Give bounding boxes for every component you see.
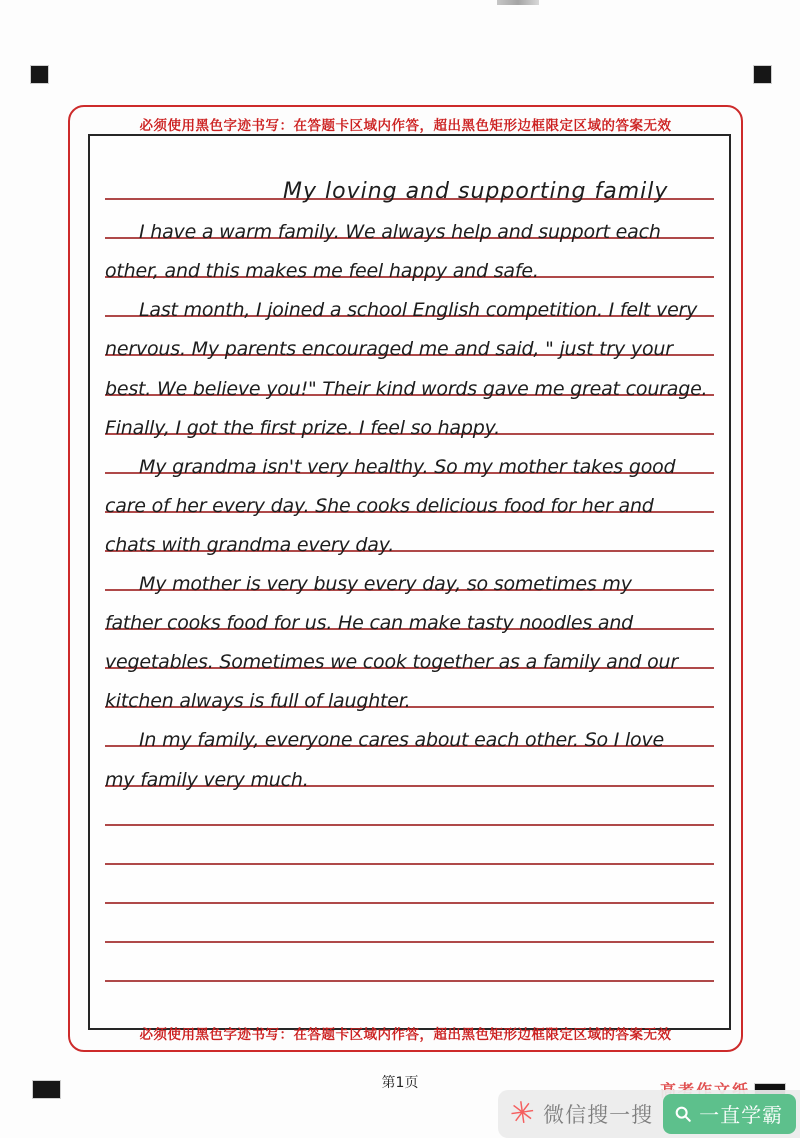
ruled-line (105, 513, 714, 556)
registration-mark-top-left (31, 66, 48, 83)
essay-line: vegetables. Sometimes we cook together as a family and our (105, 651, 679, 674)
ruled-line (105, 317, 714, 361)
ruled-line-empty (105, 904, 714, 943)
essay-line: I have a warm family. We always help and support each (139, 221, 661, 244)
watermark-brand-text: 微信搜一搜 (543, 1104, 654, 1127)
essay-line: best. We believe you!" Their kind words gave me great courage. (105, 377, 708, 400)
essay-line: care of her every day. She cooks delicious food for her and (105, 494, 654, 517)
essay-line: My mother is very busy every day, so sometimes my (139, 573, 632, 596)
essay-line: father cooks food for us. He can make tasty noodles and (105, 612, 634, 635)
essay-line: Finally, I got the first prize. I feel so happy. (105, 416, 501, 439)
registration-mark-top-center (497, 0, 539, 5)
watermark-search-badge (663, 1094, 796, 1134)
ruled-line (105, 708, 714, 752)
ruled-line (105, 630, 714, 674)
essay-line: other, and this makes me feel happy and safe. (105, 260, 539, 283)
ruled-line (105, 278, 714, 322)
ruled-line (105, 435, 714, 478)
ruled-line (105, 747, 714, 791)
answer-area-box (88, 134, 731, 1030)
ruled-line (105, 200, 714, 244)
essay-line: kitchen always is full of laughter. (105, 690, 411, 713)
ruled-line (105, 669, 714, 713)
watermark-bar (498, 1090, 800, 1138)
essay-line: chats with grandma every day. (105, 533, 395, 556)
essay-title: My loving and supporting family (283, 179, 669, 205)
essay-line: Last month, I joined a school English competition. I felt very (139, 299, 698, 322)
ruled-line-empty (105, 865, 714, 904)
wechat-search-logo-icon: ✳ (507, 1094, 538, 1133)
ruled-line (105, 356, 714, 400)
top-warning-notice: 必须使用黑色字迹书写：在答题卡区域内作答，超出黑色矩形边框限定区域的答案无效 (139, 118, 672, 133)
magnifier-icon (674, 1105, 692, 1123)
ruled-line (105, 474, 714, 517)
essay-line: My grandma isn't very healthy. So my mother takes good (139, 455, 676, 478)
red-answer-frame (68, 105, 743, 1052)
registration-mark-top-right (754, 66, 771, 83)
ruled-lines-area (105, 136, 714, 982)
essay-line: nervous. My parents encouraged me and said, " just try your (105, 338, 673, 361)
essay-line: my family very much. (105, 768, 309, 791)
ruled-line (105, 396, 714, 439)
ruled-line (105, 239, 714, 283)
watermark-badge-text: 一直学霸 (699, 1105, 784, 1127)
ruled-line (105, 161, 714, 205)
ruled-line (105, 591, 714, 635)
essay-line: In my family, everyone cares about each other. So I love (139, 729, 665, 752)
ruled-line-empty (105, 943, 714, 982)
ruled-line-empty (105, 826, 714, 865)
ruled-line (105, 552, 714, 596)
page-number: 第1页 (381, 1075, 419, 1091)
bottom-warning-notice: 必须使用黑色字迹书写：在答题卡区域内作答，超出黑色矩形边框限定区域的答案无效 (139, 1027, 672, 1042)
ruled-line-empty (105, 787, 714, 826)
